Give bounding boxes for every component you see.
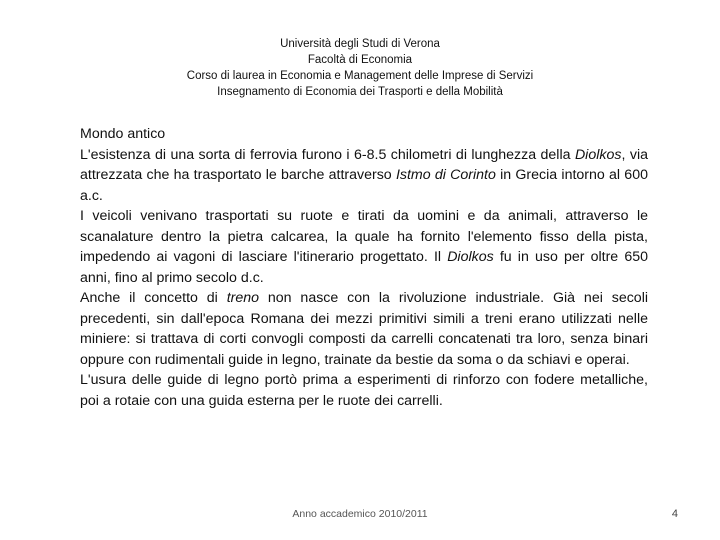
paragraph-text: fu in uso per oltre 650 anni, fino al primo secolo d.c. bbox=[80, 249, 648, 286]
paragraph-train bbox=[80, 288, 648, 370]
slide-body bbox=[80, 124, 648, 411]
paragraph-text: non nasce con la rivoluzione industriale. Già nei secoli precedenti, sin dall'epoca Romana dei mezzi primitivi simili a treni erano utilizzati nelle miniere: si trattava di corti convogli composti da carrelli concatenati tra loro, senza binari oppure con rudimentali guide in legno, trainate da bestie da soma o da schiavi e operai. bbox=[80, 290, 648, 368]
page-number: 4 bbox=[671, 508, 678, 520]
subject-name: Insegnamento di Economia dei Trasporti e della Mobilità bbox=[217, 86, 503, 98]
paragraph-text: L'esistenza di una sorta di ferrovia furono i 6-8.5 chilometri di lunghezza della bbox=[80, 146, 575, 163]
italic-term: treno bbox=[226, 290, 260, 306]
italic-term: Istmo di Corinto bbox=[395, 167, 496, 183]
paragraph-text: in Grecia intorno al 600 a.c. bbox=[80, 167, 648, 204]
university-name: Università degli Studi di Verona bbox=[280, 38, 440, 50]
faculty-name: Facoltà di Economia bbox=[307, 54, 413, 66]
paragraph-diolkos bbox=[80, 145, 648, 207]
paragraph-vehicles bbox=[80, 206, 648, 288]
slide-header bbox=[0, 36, 720, 100]
paragraph-text: I veicoli venivano trasportati su ruote e tirati da uomini e da animali, attraverso le scanalature dentro la pietra calcarea, la quale ha fornito l'elemento fisso della pista, impedendo ai vagoni di lasciare l'itinerario progettato. Il bbox=[80, 208, 648, 265]
paragraph-text: Anche il concetto di bbox=[80, 290, 227, 306]
course-name: Corso di laurea in Economia e Management delle Imprese di Servizi bbox=[186, 70, 534, 82]
paragraph-text: , via attrezzata che ha trasportato le barche attraverso bbox=[80, 146, 648, 183]
slide-footer bbox=[0, 508, 720, 524]
paragraph-rails: L'usura delle guide di legno portò prima a esperimenti di rinforzo con fodere metalliche, poi a rotaie con una guida esterna per le ruote dei carrelli. bbox=[80, 372, 648, 409]
section-heading: Mondo antico bbox=[80, 126, 166, 142]
italic-term: Diolkos bbox=[574, 146, 622, 163]
academic-year: Anno accademico 2010/2011 bbox=[292, 508, 428, 520]
italic-term: Diolkos bbox=[447, 249, 494, 265]
